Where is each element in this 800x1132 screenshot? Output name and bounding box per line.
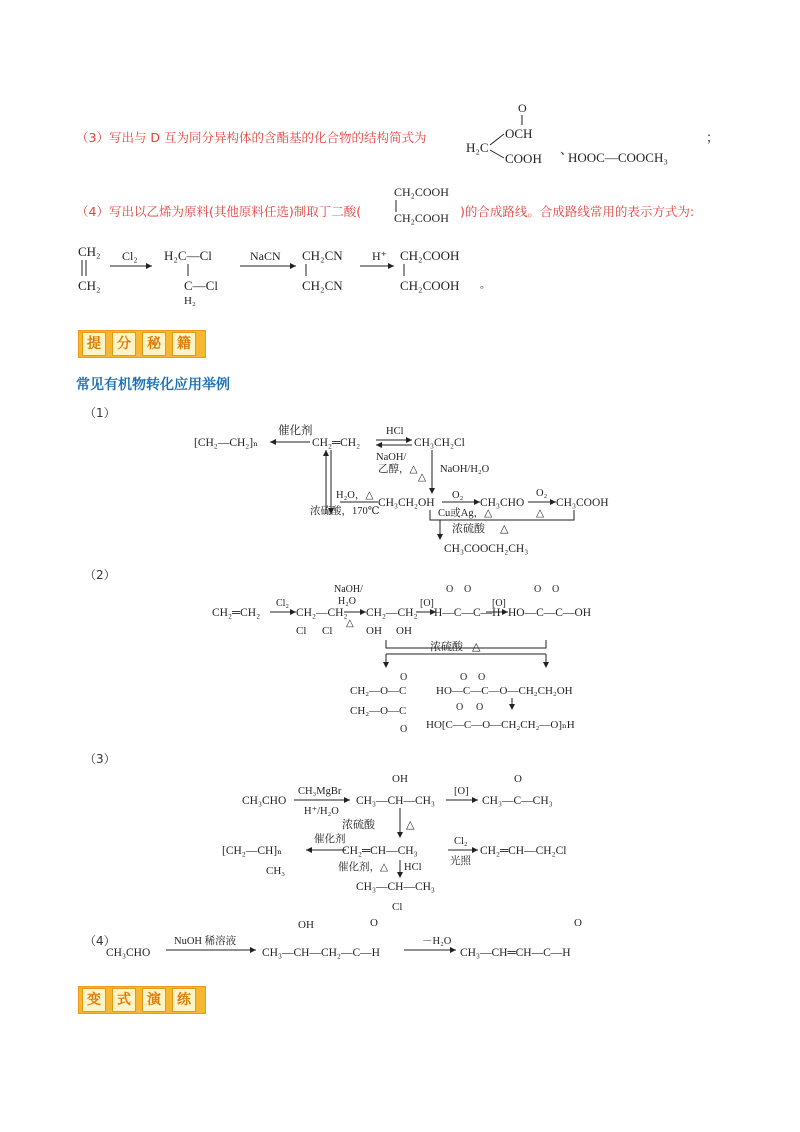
banner-practice — [78, 986, 206, 1014]
ex2-cyc-o-bot: O — [400, 724, 408, 735]
ex3-hydrolysis: H⁺/H₂O — [304, 806, 339, 817]
ex4-aldol-o: O — [370, 917, 378, 929]
ex3-poly-ch3: CH₃ — [266, 865, 286, 877]
q4-inline-bot: CH₂COOH — [394, 211, 449, 225]
ex1-delta: △ — [418, 472, 427, 483]
ex4-minus-water: －H₂O — [422, 936, 452, 947]
ex2-half-o-1: O — [460, 672, 468, 683]
ex3-allyl-chloride: CH₂═CH—CH₂Cl — [480, 845, 567, 857]
banner-tips-char-3: 秘 — [142, 332, 166, 356]
route-nitrile-top: CH₂CN — [302, 248, 343, 263]
q4-inline-top: CH₂COOH — [394, 185, 449, 199]
synthesis-route — [70, 238, 510, 308]
ex3-scheme — [196, 766, 616, 916]
ex4-aldol: CH₃—CH—CH₂—C—H — [262, 947, 380, 959]
banner-practice-char-4: 练 — [172, 988, 196, 1012]
ex4-crotonal-o: O — [574, 917, 582, 929]
ex3-polypropylene: [CH₂—CH]ₙ — [222, 845, 283, 857]
ex3-light: 光照 — [450, 856, 471, 867]
route-ethene-bot: CH₂ — [78, 278, 101, 293]
ex4-oh: OH — [298, 919, 314, 931]
ex2-oxidation-2: [O] — [492, 598, 506, 609]
ex3-conc-h2so4: 浓硫酸 — [342, 819, 375, 831]
ex2-oxidation-1: [O] — [420, 598, 434, 609]
ex2-oh-2: OH — [396, 625, 412, 637]
route-dichloro-h2: H₂ — [184, 295, 196, 307]
banner-tips-char-4: 籍 — [172, 332, 196, 356]
ex3-acetaldehyde: CH₃CHO — [242, 795, 287, 807]
route-reagent-nacn: NaCN — [250, 249, 281, 263]
route-dichloro-bot: C—Cl — [184, 278, 218, 293]
ex4-naoh-dilute: NuOH 稀溶液 — [174, 936, 237, 947]
ex4-acetaldehyde: CH₃CHO — [106, 947, 151, 959]
q3-text: （3）写出与 D 互为同分异构体的含酯基的化合物的结构简式为 — [76, 130, 427, 145]
ex2-cyclic-ester-bot: CH₂—O—C — [350, 705, 407, 717]
route-acid-top: CH₂COOH — [400, 248, 460, 263]
q3-ch2: H₂C — [466, 140, 489, 155]
route-end: 。 — [480, 280, 490, 291]
ex3-oxidation: [O] — [454, 786, 469, 797]
ex2-oxalic-acid: HO—C—C—OH — [508, 607, 592, 619]
ex1-hcl: HCl — [386, 426, 404, 437]
ex2-oxalic-o-2: O — [552, 584, 560, 595]
ex4-number: （4） — [84, 934, 116, 948]
ex3-oh: OH — [392, 773, 408, 785]
ex1-o2-a: O₂ — [452, 490, 464, 501]
q3-separator: 、 — [560, 142, 574, 157]
ex1-delta-3: △ — [500, 523, 509, 535]
section-heading: 常见有机物转化应用举例 — [76, 377, 230, 393]
route-ethene-top: CH₂ — [78, 244, 101, 259]
ex2-ethylene-glycol: CH₂—CH₂ — [366, 607, 418, 619]
ex2-number: （2） — [84, 568, 116, 582]
ex2-naoh: NaOH/ — [334, 584, 363, 595]
banner-practice-char-3: 演 — [142, 988, 166, 1012]
ex1-ethyl-acetate: CH₃COOCH₂CH₃ — [444, 543, 529, 555]
ex1-polyethylene: [CH₂—CH₂]ₙ — [194, 437, 259, 449]
ex2-dichloroethane: CH₂—CH₂ — [296, 607, 348, 619]
q3-ester-group: OCH — [505, 126, 533, 141]
q3-struct2: HOOC—COOCH₃ — [568, 150, 668, 165]
ex1-naoh-ethanol: NaOH/ — [376, 452, 407, 463]
ex2-cl-1: Cl — [296, 625, 307, 637]
ex2-conc-h2so4: 浓硫酸 — [430, 641, 463, 653]
banner-tips — [78, 330, 206, 358]
ex3-catalyst: 催化剂 — [314, 834, 346, 845]
route-reagent-h: H⁺ — [372, 249, 387, 263]
ex2-cl-2: Cl — [322, 625, 333, 637]
ex1-chloroethane: CH₃CH₂Cl — [414, 437, 465, 449]
ex3-acetone-o: O — [514, 773, 522, 785]
ex3-propene: CH₂═CH—CH₃ — [342, 845, 418, 857]
ex2-ethene: CH₂═CH₂ — [212, 607, 261, 619]
ex3-cl2: Cl₂ — [454, 836, 468, 847]
ex1-h2so4-170: 浓硫酸，170℃ — [310, 506, 380, 517]
ex2-half-ester: HO—C—C—O—CH₂CH₂OH — [436, 685, 573, 697]
route-acid-bot: CH₂COOH — [400, 278, 460, 293]
ex2-poly-o-1: O — [456, 702, 464, 713]
ex4-crotonaldehyde: CH₃—CH═CH—C—H — [460, 947, 571, 959]
q3-structures — [460, 100, 760, 170]
ex2-h2o: H₂O — [338, 596, 356, 607]
banner-tips-char-2: 分 — [112, 332, 136, 356]
ex1-ethanol: CH₃CH₂OH — [378, 497, 435, 509]
ex2-scheme — [210, 582, 610, 742]
q4-text-before: （4）写出以乙烯为原料(其他原料任选)制取丁二酸( — [76, 204, 362, 219]
ex3-delta: △ — [406, 819, 415, 831]
ex1-scheme — [190, 418, 640, 558]
ex2-poly-o-2: O — [476, 702, 484, 713]
ex1-acetaldehyde: CH₃CHO — [480, 497, 525, 509]
ex3-hcl: HCl — [404, 862, 422, 873]
banner-practice-char-1: 变 — [82, 988, 106, 1012]
route-reagent-cl2: Cl₂ — [122, 249, 138, 263]
ex3-grignard: CH₃MgBr — [298, 786, 342, 797]
ex2-glyoxal-o-1: O — [446, 584, 454, 595]
ex2-oh-1: OH — [366, 625, 382, 637]
ex3-catalyst-delta: 催化剂，△ — [338, 862, 389, 873]
ex1-ethene: CH₂═CH₂ — [312, 437, 361, 449]
q3-acid-group: COOH — [505, 151, 542, 166]
banner-tips-char-1: 提 — [82, 332, 106, 356]
route-nitrile-bot: CH₂CN — [302, 278, 343, 293]
ex2-half-o-2: O — [478, 672, 486, 683]
ex2-polyester: HO[C—C—O—CH₂CH₂—O]ₙH — [426, 719, 575, 731]
ex2-cyc-o-top: O — [400, 672, 408, 683]
ex3-number: （3） — [84, 752, 116, 766]
ex2-oxalic-o-1: O — [534, 584, 542, 595]
ex3-chloropropane: CH₃—CH—CH₃ — [356, 881, 435, 893]
ex3-cl: Cl — [392, 901, 403, 913]
ex1-naoh-water: NaOH/H₂O — [440, 464, 490, 475]
ex2-cyclic-ester-top: CH₂—O—C — [350, 685, 407, 697]
ex1-ethanol-label: 乙醇，△ — [378, 464, 418, 475]
ex2-delta: △ — [346, 618, 354, 629]
ex1-number: （1） — [84, 406, 116, 420]
ex2-glyoxal: H—C—C—H — [434, 607, 501, 619]
ex1-acetic-acid: CH₃COOH — [556, 497, 609, 509]
q4-inline-struct — [384, 180, 464, 228]
ex2-cl2: Cl₂ — [276, 598, 289, 609]
q3-carbonyl-o: O — [518, 101, 527, 115]
ex1-catalyst: 催化剂 — [278, 425, 313, 437]
q4-text-after: )的合成路线。合成路线常用的表示方式为: — [460, 204, 695, 219]
q3-end: ； — [706, 130, 720, 145]
ex1-cu-ag: Cu或Ag，△ — [438, 508, 493, 519]
ex2-glyoxal-o-2: O — [464, 584, 472, 595]
ex3-isopropanol: CH₃—CH—CH₃ — [356, 795, 435, 807]
ex4-scheme — [104, 910, 624, 970]
ex1-conc-h2so4: 浓硫酸 — [452, 523, 485, 535]
ex1-o2-b: O₂ — [536, 488, 548, 499]
ex2-delta-2: △ — [472, 641, 481, 653]
route-dichloro-top: H₂C—Cl — [164, 248, 212, 263]
ex1-water-cond: H₂O，△ — [336, 490, 374, 501]
banner-practice-char-2: 式 — [112, 988, 136, 1012]
ex1-delta-2: △ — [536, 508, 545, 519]
ex3-acetone: CH₃—C—CH₃ — [482, 795, 553, 807]
